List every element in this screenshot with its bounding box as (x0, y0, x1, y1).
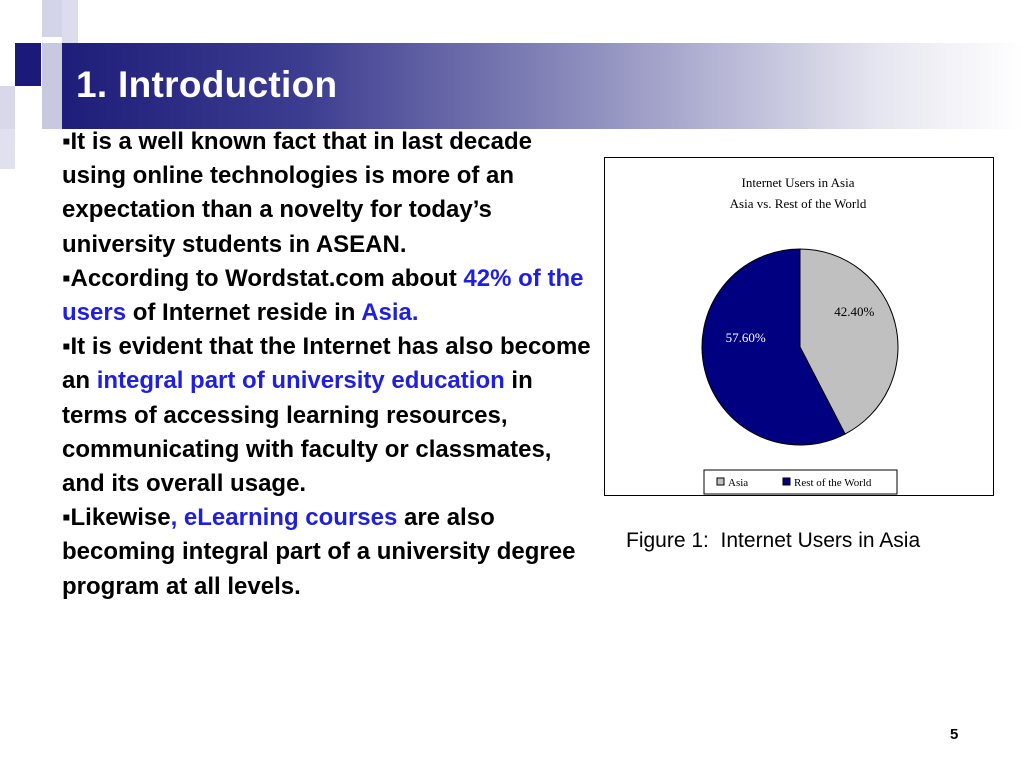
bullet-text: Likewise (70, 504, 171, 532)
bullet-marker: ▪ (62, 333, 71, 361)
decor-square-lavender-low (0, 86, 15, 129)
bullet-highlight: Asia. (361, 299, 419, 327)
bullet-text: are also becoming integral part of a university degree program at all levels. (62, 504, 576, 600)
page-number: 5 (950, 726, 959, 743)
bullet-marker: ▪ (62, 504, 71, 532)
bullet-text: of Internet reside in (126, 299, 362, 327)
decor-square-lavender-mid (42, 43, 62, 86)
bullet-marker: ▪ (62, 128, 71, 155)
bullet-item (62, 125, 592, 262)
bullet-item (62, 501, 592, 604)
chart-subtitle: Asia vs. Rest of the World (729, 196, 867, 211)
bullet-highlight: integral part of university education (96, 367, 505, 395)
bullet-text: in terms of accessing learning resources, communicating with faculty or classmates, and its overall usage. (62, 367, 552, 498)
decor-square-lavender-low2 (42, 86, 62, 129)
bullet-highlight: 42% of the users (62, 264, 584, 327)
legend-label: Rest of the World (794, 477, 872, 489)
legend-label: Asia (728, 477, 749, 489)
pie-data-label: 57.60% (725, 330, 766, 346)
bullet-list (62, 125, 592, 604)
decor-square-lavender-top (42, 0, 62, 37)
decor-square-lavender-top-right (62, 0, 78, 43)
figure-caption: Figure 1: Internet Users in Asia (626, 529, 921, 552)
bullet-text: It is evident that the Internet has also become an (62, 333, 591, 395)
legend-swatch (783, 478, 790, 485)
chart-title: Internet Users in Asia (741, 175, 855, 190)
decor-square-lavender-bottom (0, 129, 15, 169)
bullet-item (62, 330, 592, 501)
bullet-text: It is a well known fact that in last decade using online technologies is more of an expectation than a novelty for today’s university students in ASEAN. (62, 128, 532, 258)
bullet-highlight: , eLearning courses (170, 504, 398, 532)
bullet-text: According to Wordstat.com about (70, 264, 464, 292)
legend-swatch (717, 478, 724, 485)
slide-title: 1. Introduction (76, 64, 338, 105)
pie-data-label: 42.40% (834, 303, 875, 319)
bullet-item (62, 262, 592, 330)
bullet-marker: ▪ (62, 264, 71, 292)
pie-chart-frame (604, 157, 994, 496)
decor-square-navy (15, 43, 41, 86)
pie-chart (605, 158, 993, 495)
